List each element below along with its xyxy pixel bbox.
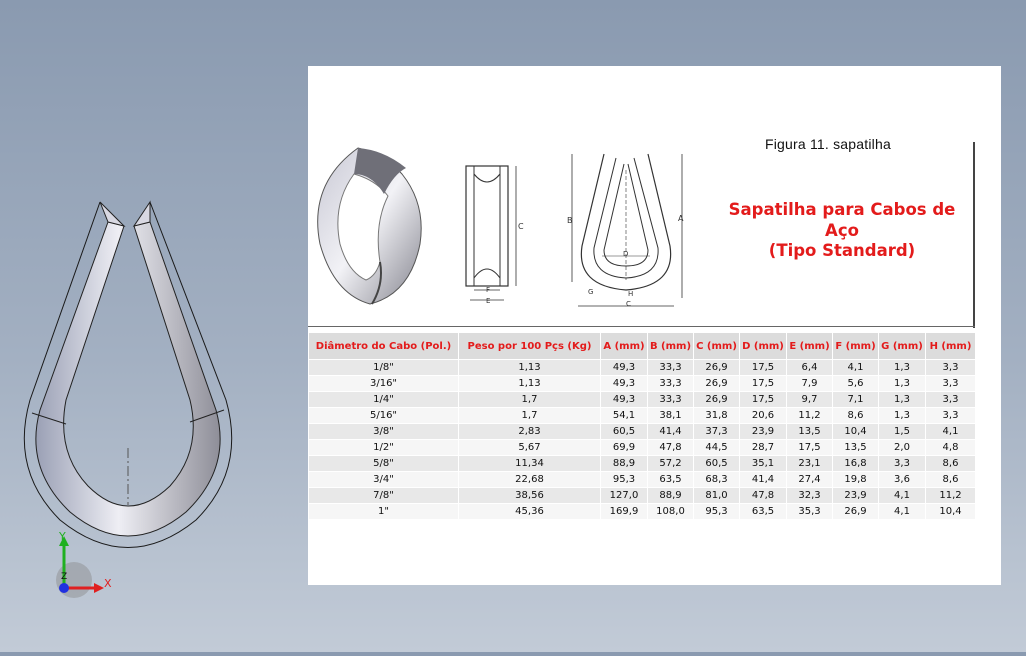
table-cell: 6,4 <box>787 360 832 375</box>
table-cell: 8,6 <box>833 408 878 423</box>
table-cell: 1,3 <box>879 376 925 391</box>
table-cell: 68,3 <box>694 472 739 487</box>
table-cell: 10,4 <box>833 424 878 439</box>
table-cell: 3,6 <box>879 472 925 487</box>
table-cell: 5,6 <box>833 376 878 391</box>
table-row <box>309 376 975 391</box>
product-title-line-1: Sapatilha para Cabos de <box>728 200 956 219</box>
table-cell: 95,3 <box>694 504 739 519</box>
table-cell: 10,4 <box>926 504 975 519</box>
triad-z-label: Z <box>61 572 68 582</box>
thimble-front-view-drawing <box>564 150 694 310</box>
table-cell: 41,4 <box>648 424 693 439</box>
table-cell: 2,0 <box>879 440 925 455</box>
triad-x-label: X <box>104 577 112 590</box>
dim-label-d: D <box>623 250 629 258</box>
dim-label-g: G <box>588 288 594 296</box>
table-cell: 1/4" <box>309 392 458 407</box>
table-cell: 35,3 <box>787 504 832 519</box>
table-cell: 60,5 <box>694 456 739 471</box>
col-header-b: B (mm) <box>648 333 693 359</box>
table-cell: 4,1 <box>879 504 925 519</box>
figure-caption: Figura 11. sapatilha <box>765 136 891 152</box>
table-cell: 31,8 <box>694 408 739 423</box>
table-cell: 17,5 <box>740 392 786 407</box>
dim-label-c-side: C <box>518 222 524 231</box>
table-row <box>309 360 975 375</box>
table-cell: 4,1 <box>833 360 878 375</box>
col-header-c: C (mm) <box>694 333 739 359</box>
table-cell: 88,9 <box>601 456 647 471</box>
table-cell: 26,9 <box>833 504 878 519</box>
table-cell: 47,8 <box>740 488 786 503</box>
table-body <box>309 360 975 519</box>
table-row <box>309 392 975 407</box>
triad-y-label: Y <box>59 530 66 543</box>
table-cell: 1" <box>309 504 458 519</box>
table-cell: 1,3 <box>879 408 925 423</box>
table-cell: 8,6 <box>926 456 975 471</box>
table-cell: 33,3 <box>648 376 693 391</box>
col-header-e: E (mm) <box>787 333 832 359</box>
table-row <box>309 424 975 439</box>
table-cell: 3,3 <box>926 392 975 407</box>
table-cell: 3/8" <box>309 424 458 439</box>
dim-label-f-side: F <box>486 286 491 294</box>
table-cell: 3,3 <box>926 408 975 423</box>
table-top-divider <box>308 326 975 327</box>
axis-triad <box>50 530 120 600</box>
table-cell: 3,3 <box>926 360 975 375</box>
table-cell: 1,5 <box>879 424 925 439</box>
table-cell: 169,9 <box>601 504 647 519</box>
table-cell: 22,68 <box>459 472 600 487</box>
table-cell: 41,4 <box>740 472 786 487</box>
table-cell: 9,7 <box>787 392 832 407</box>
title-frame-divider <box>973 142 975 328</box>
col-header-cable-diameter: Diâmetro do Cabo (Pol.) <box>309 333 458 359</box>
table-row <box>309 456 975 471</box>
table-cell: 23,9 <box>833 488 878 503</box>
table-cell: 33,3 <box>648 360 693 375</box>
table-cell: 3,3 <box>926 376 975 391</box>
table-cell: 1,3 <box>879 392 925 407</box>
table-cell: 4,1 <box>879 488 925 503</box>
thimble-photo-image <box>314 144 426 308</box>
table-cell: 26,9 <box>694 360 739 375</box>
table-cell: 32,3 <box>787 488 832 503</box>
table-cell: 17,5 <box>740 360 786 375</box>
table-cell: 23,1 <box>787 456 832 471</box>
table-cell: 27,4 <box>787 472 832 487</box>
table-cell: 38,56 <box>459 488 600 503</box>
dim-label-e-side: E <box>486 297 491 305</box>
table-cell: 49,3 <box>601 392 647 407</box>
table-cell: 37,3 <box>694 424 739 439</box>
table-cell: 17,5 <box>740 376 786 391</box>
dim-label-a: A <box>678 214 684 223</box>
table-cell: 2,83 <box>459 424 600 439</box>
table-cell: 44,5 <box>694 440 739 455</box>
thimble-side-view-drawing <box>460 160 530 310</box>
table-cell: 60,5 <box>601 424 647 439</box>
table-cell: 1,7 <box>459 408 600 423</box>
dim-label-h: H <box>628 290 634 298</box>
table-cell: 49,3 <box>601 376 647 391</box>
table-row <box>309 440 975 455</box>
table-cell: 17,5 <box>787 440 832 455</box>
table-cell: 1,3 <box>879 360 925 375</box>
col-header-a: A (mm) <box>601 333 647 359</box>
table-cell: 81,0 <box>694 488 739 503</box>
table-cell: 13,5 <box>787 424 832 439</box>
table-cell: 69,9 <box>601 440 647 455</box>
specification-table <box>308 332 976 520</box>
table-cell: 4,8 <box>926 440 975 455</box>
product-title-line-3: (Tipo Standard) <box>768 241 916 260</box>
table-cell: 95,3 <box>601 472 647 487</box>
table-cell: 127,0 <box>601 488 647 503</box>
table-row <box>309 408 975 423</box>
table-cell: 1,13 <box>459 360 600 375</box>
table-cell: 5,67 <box>459 440 600 455</box>
thimble-3d-model[interactable] <box>0 0 300 652</box>
table-cell: 8,6 <box>926 472 975 487</box>
table-cell: 13,5 <box>833 440 878 455</box>
table-row <box>309 504 975 519</box>
table-cell: 108,0 <box>648 504 693 519</box>
dim-label-c-front: C <box>626 300 631 308</box>
table-cell: 38,1 <box>648 408 693 423</box>
table-cell: 26,9 <box>694 392 739 407</box>
table-cell: 45,36 <box>459 504 600 519</box>
table-cell: 3/4" <box>309 472 458 487</box>
table-cell: 16,8 <box>833 456 878 471</box>
table-cell: 3/16" <box>309 376 458 391</box>
dim-label-b: B <box>567 216 573 225</box>
table-cell: 49,3 <box>601 360 647 375</box>
table-cell: 23,9 <box>740 424 786 439</box>
col-header-g: G (mm) <box>879 333 925 359</box>
col-header-weight: Peso por 100 Pçs (Kg) <box>459 333 600 359</box>
table-cell: 63,5 <box>740 504 786 519</box>
table-cell: 57,2 <box>648 456 693 471</box>
table-cell: 1/8" <box>309 360 458 375</box>
product-title-line-2: Aço <box>825 220 859 240</box>
cad-viewport[interactable] <box>0 0 300 652</box>
table-cell: 11,2 <box>926 488 975 503</box>
table-cell: 19,8 <box>833 472 878 487</box>
table-cell: 7/8" <box>309 488 458 503</box>
table-cell: 35,1 <box>740 456 786 471</box>
col-header-h: H (mm) <box>926 333 975 359</box>
table-cell: 20,6 <box>740 408 786 423</box>
col-header-d: D (mm) <box>740 333 786 359</box>
table-cell: 26,9 <box>694 376 739 391</box>
table-cell: 7,1 <box>833 392 878 407</box>
table-cell: 33,3 <box>648 392 693 407</box>
table-cell: 63,5 <box>648 472 693 487</box>
table-cell: 1,13 <box>459 376 600 391</box>
table-cell: 5/8" <box>309 456 458 471</box>
table-cell: 5/16" <box>309 408 458 423</box>
table-cell: 4,1 <box>926 424 975 439</box>
table-cell: 54,1 <box>601 408 647 423</box>
table-cell: 88,9 <box>648 488 693 503</box>
table-cell: 28,7 <box>740 440 786 455</box>
table-header-row <box>309 333 975 359</box>
product-title <box>712 200 972 262</box>
table-cell: 11,34 <box>459 456 600 471</box>
table-row <box>309 488 975 503</box>
table-cell: 47,8 <box>648 440 693 455</box>
col-header-f: F (mm) <box>833 333 878 359</box>
table-cell: 3,3 <box>879 456 925 471</box>
table-cell: 11,2 <box>787 408 832 423</box>
table-row <box>309 472 975 487</box>
table-cell: 7,9 <box>787 376 832 391</box>
table-cell: 1,7 <box>459 392 600 407</box>
table-cell: 1/2" <box>309 440 458 455</box>
